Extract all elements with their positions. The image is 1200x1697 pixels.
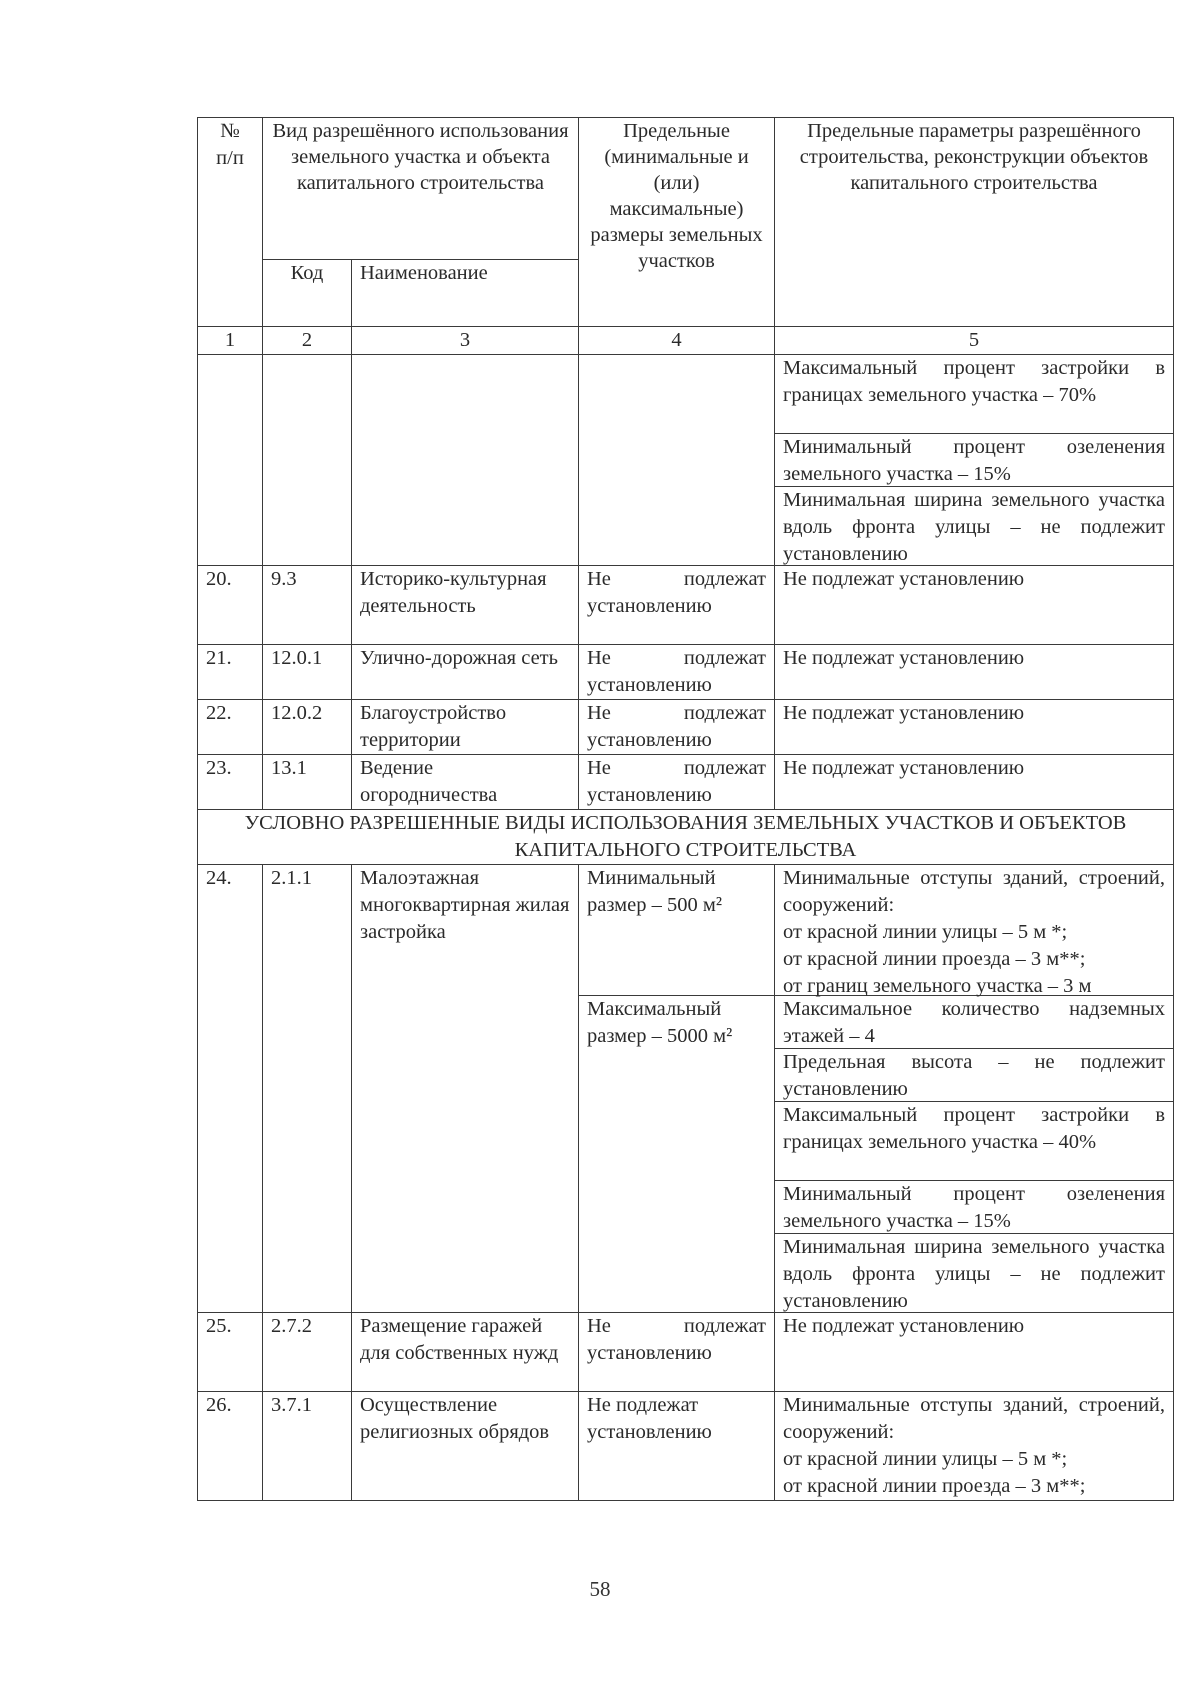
index-cell: 3: [352, 327, 579, 355]
row-size: Не подлежат установлению: [579, 1392, 775, 1501]
table-row: [198, 1392, 1174, 1501]
otstupy-line: от красной линии улицы – 5 м *;: [783, 1448, 1068, 1470]
table-row: [198, 355, 1174, 566]
row-code: 2.1.1: [263, 865, 352, 1313]
table-row: [198, 566, 1174, 645]
row-num: 26.: [198, 1392, 263, 1501]
page-number: 58: [589, 1577, 611, 1601]
row-name: Ведение огородничества: [352, 755, 579, 810]
otstupy-line: от красной линии улицы – 5 м *;: [783, 921, 1068, 943]
param-ozelenenie: Минимальный процент озеленения земельного участка – 15%: [775, 433, 1173, 486]
empty-cell: [198, 355, 263, 566]
table-row: [198, 755, 1174, 810]
row-size: Не подлежат установлению: [579, 645, 775, 700]
param-etazhi: Максимальное количество надземных этажей – 4: [775, 995, 1173, 1048]
param-zastroyka: Максимальный процент застройки в границах земельного участка – 70%: [783, 357, 1165, 406]
table-row: [198, 645, 1174, 700]
header-code: Код: [263, 259, 352, 326]
row-code: 13.1: [263, 755, 352, 810]
size-min: Минимальный размер – 500 м²: [587, 867, 722, 916]
empty-cell: [579, 355, 775, 566]
index-cell: 2: [263, 327, 352, 355]
row-num: 23.: [198, 755, 263, 810]
index-cell: 5: [775, 327, 1174, 355]
index-cell: 1: [198, 327, 263, 355]
column-index-row: [198, 327, 1174, 355]
header-params: Предельные параметры разрешённого строительства, реконструкции объектов капитального строительства: [775, 118, 1174, 327]
table-row: [198, 865, 1174, 1313]
param-zastroyka: Максимальный процент застройки в границах земельного участка – 40%: [775, 1101, 1173, 1180]
param-vysota: Предельная высота – не подлежит установлению: [775, 1048, 1173, 1101]
otstupy-line: от красной линии проезда – 3 м**;: [783, 948, 1086, 970]
param-shirina: Минимальная ширина земельного участка вдоль фронта улицы – не подлежит установлению: [775, 486, 1173, 565]
row-code: 12.0.1: [263, 645, 352, 700]
empty-cell: [352, 355, 579, 566]
row-name: Размещение гаражей для собственных нужд: [352, 1313, 579, 1392]
row-name: Улично-дорожная сеть: [352, 645, 579, 700]
row-num: 24.: [198, 865, 263, 1313]
row-param: Не подлежат установлению: [775, 755, 1174, 810]
param-otstupy: [775, 1392, 1174, 1501]
section-title: УСЛОВНО РАЗРЕШЕННЫЕ ВИДЫ ИСПОЛЬЗОВАНИЯ ЗЕМЕЛЬНЫХ УЧАСТКОВ И ОБЪЕКТОВ КАПИТАЛЬНОГО СТРОИТЕЛЬСТВА: [198, 810, 1174, 865]
otstupy-line: Минимальные отступы зданий, строений, сооружений:: [783, 1394, 1165, 1443]
row-param: Не подлежат установлению: [775, 700, 1174, 755]
otstupy-line: от границ земельного участка – 3 м: [783, 975, 1092, 997]
row-name: Историко-культурная деятельность: [352, 566, 579, 645]
otstupy-line: от красной линии проезда – 3 м**;: [783, 1475, 1086, 1497]
table-header-row: [198, 118, 1174, 260]
row-param: Не подлежат установлению: [775, 566, 1174, 645]
row-param: Не подлежат установлению: [775, 645, 1174, 700]
param-otstupy: [775, 865, 1173, 995]
row-size: Не подлежат установлению: [579, 700, 775, 755]
header-name: Наименование: [352, 259, 579, 326]
table-row: [198, 1313, 1174, 1392]
table-row: [198, 700, 1174, 755]
row-code: 12.0.2: [263, 700, 352, 755]
header-num: № п/п: [198, 118, 263, 327]
row-name: Осуществление религиозных обрядов: [352, 1392, 579, 1501]
row-name: Благоустройство территории: [352, 700, 579, 755]
land-use-table: [197, 117, 1174, 1501]
row-size: Не подлежат установлению: [579, 755, 775, 810]
row-size: Не подлежат установлению: [579, 566, 775, 645]
empty-cell: [263, 355, 352, 566]
row-code: 9.3: [263, 566, 352, 645]
header-vid: Вид разрешённого использования земельного участка и объекта капитального строительства: [263, 118, 579, 260]
row-num: 21.: [198, 645, 263, 700]
param-cell: [775, 355, 1174, 566]
otstupy-line: Минимальные отступы зданий, строений, сооружений:: [783, 867, 1165, 916]
size-max: Максимальный размер – 5000 м²: [579, 995, 774, 1308]
row-size: [579, 865, 775, 1313]
param-ozelenenie: Минимальный процент озеленения земельного участка – 15%: [775, 1180, 1173, 1233]
header-sizes: Предельные (минимальные и (или) максимальные) размеры земельных участков: [579, 118, 775, 327]
row-num: 25.: [198, 1313, 263, 1392]
param-shirina: Минимальная ширина земельного участка вдоль фронта улицы – не подлежит установлению: [775, 1233, 1173, 1312]
section-row: [198, 810, 1174, 865]
row-num: 20.: [198, 566, 263, 645]
row-name: Малоэтажная многоквартирная жилая застройка: [352, 865, 579, 1313]
row-code: 2.7.2: [263, 1313, 352, 1392]
row-param: Не подлежат установлению: [775, 1313, 1174, 1392]
param-cell: [775, 865, 1174, 1313]
row-code: 3.7.1: [263, 1392, 352, 1501]
index-cell: 4: [579, 327, 775, 355]
row-size: Не подлежат установлению: [579, 1313, 775, 1392]
row-num: 22.: [198, 700, 263, 755]
